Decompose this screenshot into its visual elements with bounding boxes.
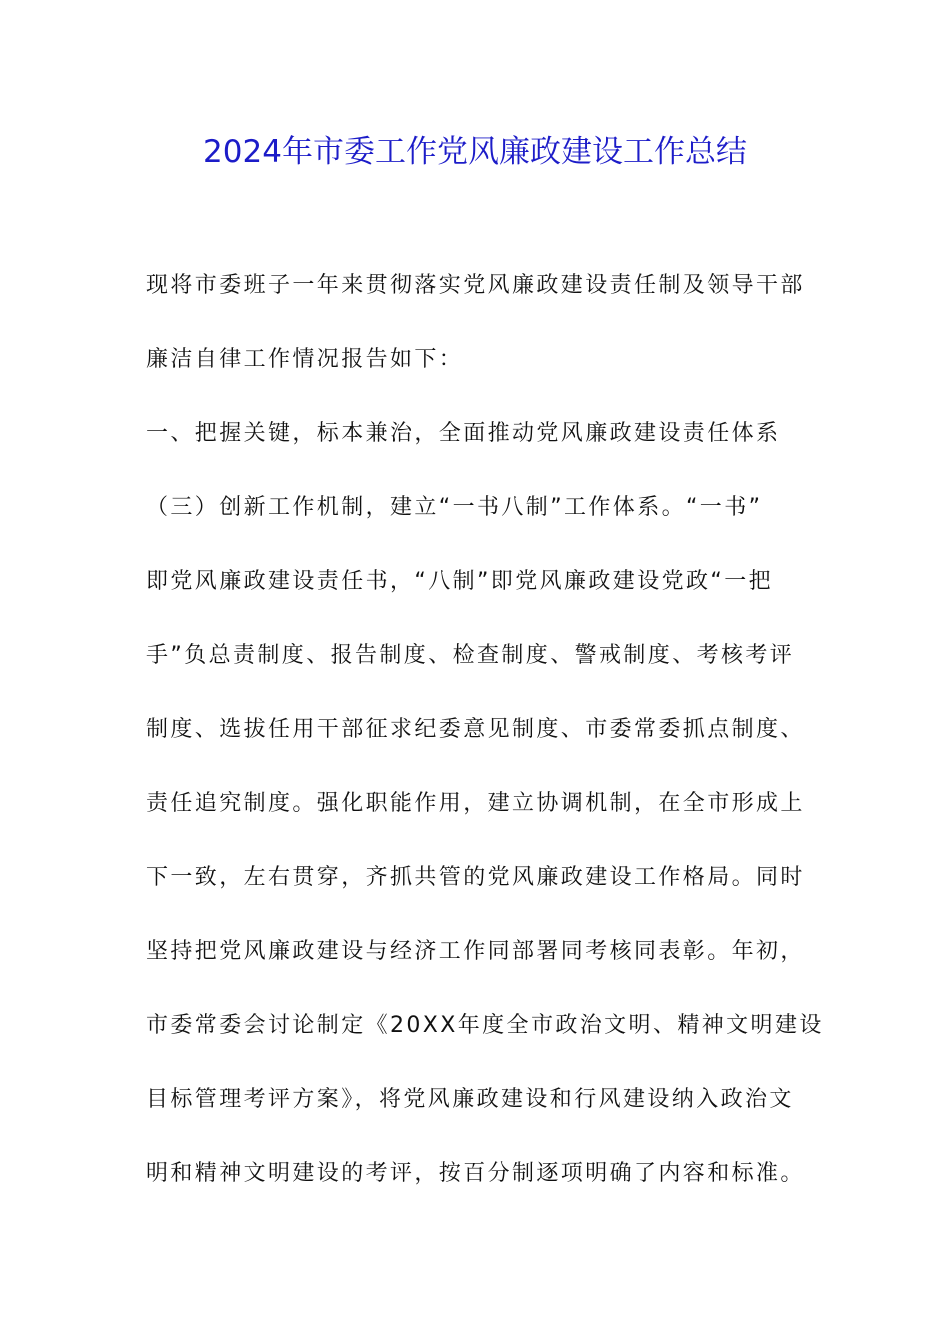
- body-line: 目标管理考评方案》，将党风廉政建设和行风建设纳入政治文: [146, 1087, 794, 1112]
- body-line: 明和精神文明建设的考评，按百分制逐项明确了内容和标准。: [146, 1161, 805, 1186]
- document-body: [146, 262, 824, 1224]
- body-line: 手”负总责制度、报告制度、检查制度、警戒制度、考核考评: [146, 643, 795, 668]
- body-line: （三）创新工作机制，建立“一书八制”工作体系。“一书”: [146, 495, 763, 520]
- body-line: 制度、选拔任用干部征求纪委意见制度、市委常委抓点制度、: [146, 717, 805, 742]
- body-line: 市委常委会讨论制定《20XX年度全市政治文明、精神文明建设: [146, 1013, 824, 1038]
- body-line: 现将市委班子一年来贯彻落实党风廉政建设责任制及领导干部: [146, 273, 805, 298]
- body-line: 即党风廉政建设责任书，“八制”即党风廉政建设党政“一把: [146, 569, 773, 594]
- body-line: 廉洁自律工作情况报告如下：: [146, 347, 464, 372]
- body-line: 坚持把党风廉政建设与经济工作同部署同考核同表彰。年初，: [146, 939, 805, 964]
- document-title: 2024年市委工作党风廉政建设工作总结: [203, 134, 747, 170]
- body-line: 下一致，左右贯穿，齐抓共管的党风廉政建设工作格局。同时: [146, 865, 805, 890]
- section-heading: 一、把握关键，标本兼治，全面推动党风廉政建设责任体系: [146, 421, 781, 446]
- body-line: 责任追究制度。强化职能作用，建立协调机制，在全市形成上: [146, 791, 805, 816]
